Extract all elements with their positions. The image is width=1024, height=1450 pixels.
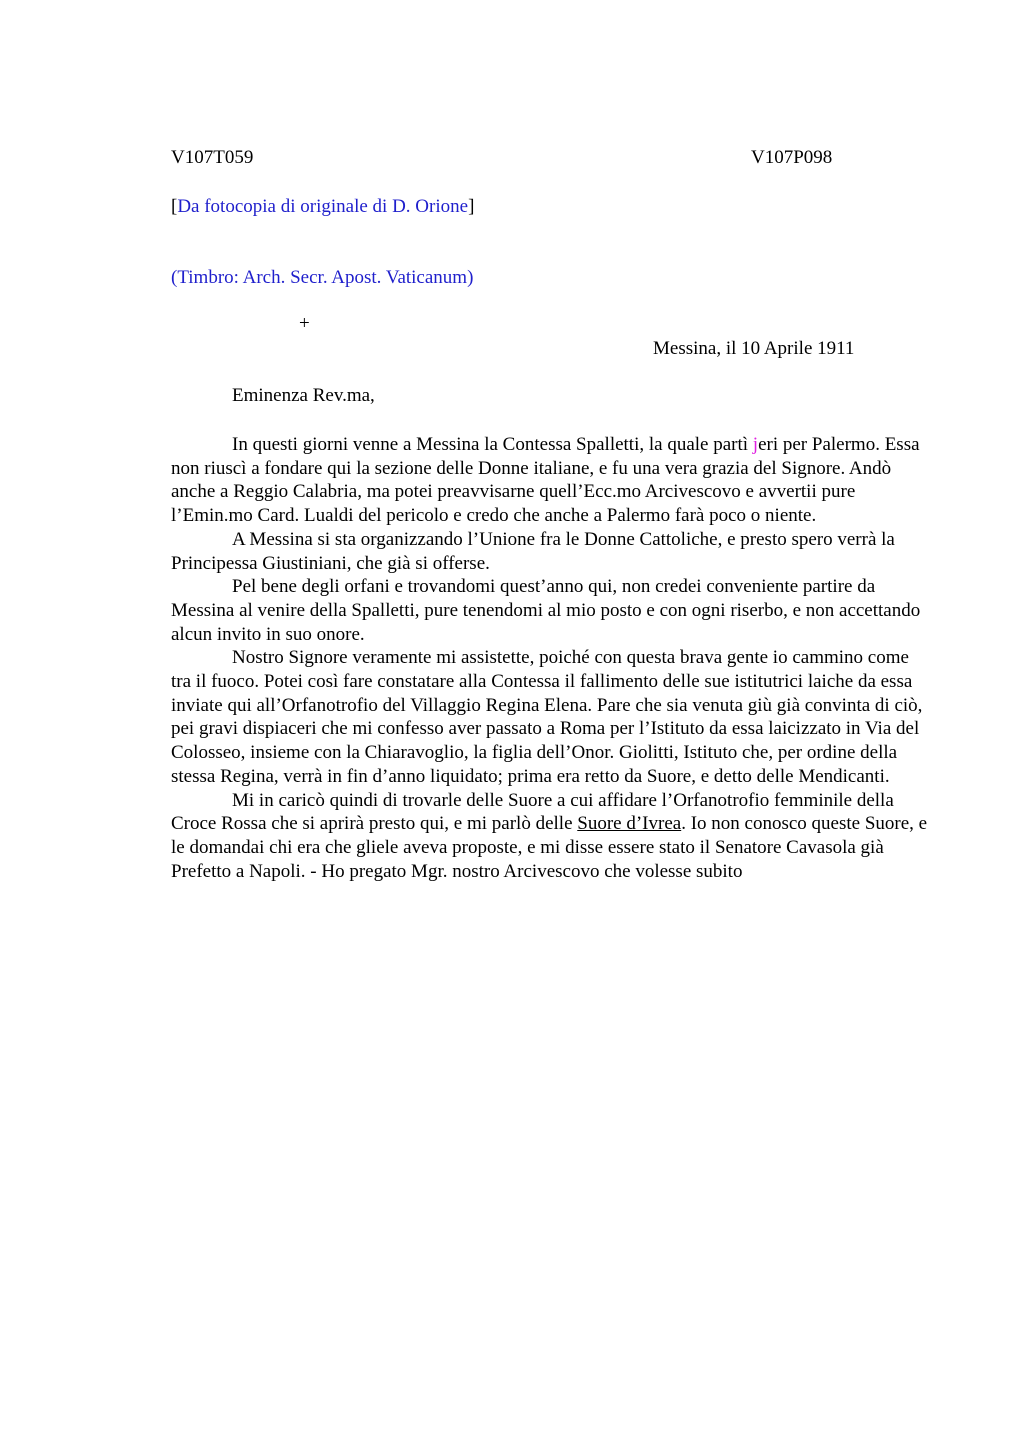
paragraph-1-before: In questi giorni venne a Messina la Contessa Spalletti, la quale partì xyxy=(232,434,753,455)
source-note xyxy=(171,196,474,218)
paragraph-4: Nostro Signore veramente mi assistette, poiché con questa brava gente io cammino come tra il fuoco. Potei così fare constatare alla Contessa il fallimento delle sue istitutrici laiche da essa inviate qui all’Orfanotrofio del Villaggio Regina Elena. Pare che sia venuta giù già convinta di ciò, pei gravi dispiaceri che mi confesso aver passato a Roma per l’Istituto da essa laicizzato in Via del Colosseo, insieme con la Chiaravoglio, la figlia dell’Onor. Giolitti, Istituto che, per ordine della stessa Regina, verrà in fin d’anno liquidato; prima era retto da Suore, e detto delle Mendicanti. xyxy=(171,647,923,787)
stamp-note: (Timbro: Arch. Secr. Apost. Vaticanum) xyxy=(171,267,474,288)
source-note-open-bracket: [ xyxy=(171,196,178,217)
source-note-text: Da fotocopia di originale di D. Orione xyxy=(177,196,469,217)
salutation: Eminenza Rev.ma, xyxy=(232,385,375,406)
paragraph-1-after: eri per Palermo. Essa non riuscì a fondare qui la sezione delle Donne italiane, e fu una vera grazia del Signore. Andò anche a Reggio Calabria, ma potei preavvisarne quell’Ecc.mo Arcivescovo e avvertii pure l’Emin.mo Card. Lualdi del pericolo e credo che anche a Palermo farà poco o niente. xyxy=(171,434,920,527)
paragraph-5-before: Mi in caricò quindi di trovarle delle Suore a cui affidare l’Orfanotrofio femminile della Croce Rossa che si aprirà presto qui, e mi parlò delle xyxy=(171,789,894,835)
place-date: Messina, il 10 Aprile 1911 xyxy=(653,338,855,359)
source-note-close-bracket: ] xyxy=(468,196,475,217)
document-code-right: V107P098 xyxy=(751,147,833,168)
paragraph-5 xyxy=(171,789,931,884)
underlined-phrase: Suore d’Ivrea xyxy=(577,813,682,835)
paragraph-1 xyxy=(171,433,931,528)
paragraph-3: Pel bene degli orfani e trovandomi quest’anno qui, non credei conveniente partire da Messina al venire della Spalletti, pure tenendomi al mio posto e con ogni riserbo, e non accettando alcun invito in suo onore. xyxy=(171,576,921,645)
correction-highlight: j xyxy=(752,434,759,455)
letter-body xyxy=(171,433,931,883)
document-code-left: V107T059 xyxy=(171,147,254,168)
paragraph-5-after: . Io non conosco queste Suore, e le domandai chi era che gliele aveva proposte, e mi disse essere stato il Senatore Cavasola già Prefetto a Napoli. - Ho pregato Mgr. nostro Arcivescovo che volesse subito xyxy=(171,813,928,882)
paragraph-2: A Messina si sta organizzando l’Unione fra le Donne Cattoliche, e presto spero verrà la Principessa Giustiniani, che già si offerse. xyxy=(171,528,895,574)
cross-symbol: + xyxy=(299,313,310,334)
